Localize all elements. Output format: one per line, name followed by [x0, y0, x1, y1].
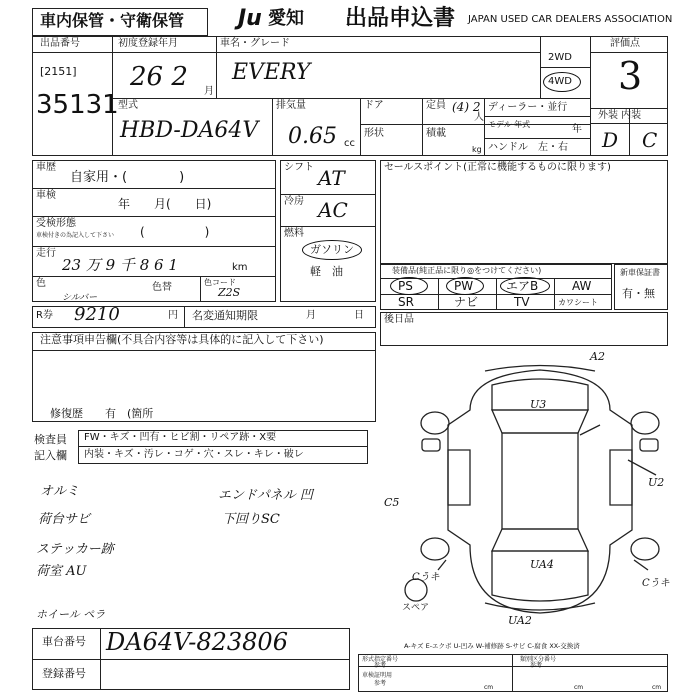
cert-ref-1: 参考	[374, 662, 387, 669]
divider	[112, 52, 540, 53]
cert-block	[358, 654, 668, 692]
capacity-unit: 人	[474, 112, 484, 123]
storage-label: 車内保管・守衛保管	[40, 11, 185, 30]
divider	[590, 123, 668, 124]
warranty-value: 有・無	[622, 287, 655, 300]
equipment-label: 装備品(純正品に限り◎をつけてください)	[392, 266, 542, 275]
diagram-ua2: UA2	[508, 614, 532, 627]
capacity-value: (4) 2	[452, 100, 481, 114]
divider	[200, 276, 201, 302]
warranty-label: 新車保証書	[620, 268, 660, 277]
equip-ps: PS	[398, 279, 413, 293]
car-diagram	[400, 355, 680, 625]
colorcode-label: 色コード	[204, 278, 236, 287]
divider	[280, 194, 376, 195]
displacement-label: 排気量	[276, 100, 306, 111]
note-line3-left: ステッカー跡	[36, 542, 114, 557]
divider	[78, 446, 368, 447]
divider	[484, 98, 485, 156]
cert-cm-1: cm	[484, 684, 494, 691]
cert-cm-3: cm	[652, 684, 662, 691]
drive-4wd: 4WD	[548, 76, 572, 87]
drive-4wd-circle	[543, 72, 581, 92]
divider	[32, 216, 276, 217]
grade-label: 評価点	[610, 38, 640, 49]
cert-class-label: 類別区分番号	[520, 656, 557, 663]
fuel-diesel: 軽 油	[310, 265, 343, 278]
shaken-value: 年 月( 日)	[118, 197, 212, 211]
registration-label: 初度登録年月	[118, 38, 178, 49]
divider	[100, 628, 101, 690]
dealer-label: ディーラー・並行	[488, 102, 568, 113]
shaken-label: 車検	[36, 190, 56, 201]
lot-number: 35131	[36, 90, 119, 120]
colorcode-value: Z2S	[218, 286, 241, 299]
note-line2-right: 下回りSC	[222, 512, 280, 527]
grade-value: 3	[618, 54, 643, 98]
shift-label: シフト	[284, 162, 314, 173]
divider	[496, 278, 497, 310]
fuel-gas: ガソリン	[310, 243, 354, 256]
registration-unit: 月	[204, 86, 214, 97]
divider	[112, 98, 590, 99]
model-year-label: モデル 年式	[488, 120, 531, 129]
displacement-unit: cc	[344, 138, 355, 149]
type-label: 型式	[118, 100, 138, 111]
year-unit: 年	[572, 124, 582, 135]
notice-label: 名変通知期限	[192, 309, 258, 322]
grade-exterior: D	[602, 128, 619, 152]
jushin-note: 車検付きの為記入して下さい	[36, 232, 115, 239]
sales-point-block	[380, 160, 668, 264]
recycle-value: 9210	[74, 304, 120, 325]
divider	[32, 350, 376, 351]
notice-day: 日	[354, 310, 364, 321]
repair-label: 修復歴 有 (箇所	[50, 407, 154, 420]
divider	[32, 276, 276, 277]
model-value: EVERY	[232, 60, 311, 85]
divider	[554, 278, 555, 310]
notice-month: 月	[306, 310, 316, 321]
cert-size-label: 車検証明用	[362, 672, 393, 679]
note-line2-left: 荷台サビ	[38, 512, 91, 527]
fuel-gas-circle	[302, 240, 362, 260]
divider	[184, 306, 185, 328]
after-label: 後日品	[384, 314, 414, 325]
notes-label: 注意事項申告欄(不具合内容等は具体的に記入して下さい)	[40, 333, 324, 346]
divider	[590, 52, 668, 53]
diagram-u2: U2	[648, 476, 665, 489]
cert-cm-2: cm	[574, 684, 584, 691]
divider	[540, 67, 590, 68]
door-label: ドア	[364, 100, 384, 111]
divider	[484, 116, 590, 117]
mileage-unit: km	[232, 262, 248, 273]
history-label: 車歴	[36, 162, 56, 173]
capacity-label: 定員	[426, 100, 446, 111]
diagram-legend: A-キズ E-エクボ U-凹み W-補修跡 S-サビ C-腐食 XX-交換済	[404, 642, 580, 650]
divider	[32, 188, 276, 189]
equip-sr: SR	[398, 295, 414, 309]
reg-label: 登録番号	[42, 667, 86, 680]
note-line1-left: オルミ	[40, 484, 80, 499]
lot-code: [2151]	[40, 65, 77, 78]
equip-pw: PW	[454, 279, 474, 293]
cert-ref-2: 参考	[530, 662, 543, 669]
note-line4-left: 荷室 AU	[36, 564, 87, 579]
equip-aw: AW	[572, 279, 592, 293]
load-unit: kg	[472, 145, 482, 154]
mileage-value: 23 万 9 千 8 6 1	[62, 256, 178, 274]
displacement-value: 0.65	[288, 124, 337, 149]
divider	[32, 659, 350, 660]
mileage-label: 走行	[36, 248, 56, 259]
equip-ps-circle	[390, 277, 428, 295]
diagram-ua4: UA4	[530, 558, 554, 571]
grade-interior: C	[642, 128, 658, 152]
diagram-c5: C5	[384, 496, 400, 509]
cert-shape-label: 形式指定番号	[362, 656, 399, 663]
handle-label: ハンドル 左・右	[488, 142, 568, 153]
shift-value: AT	[318, 166, 345, 190]
diagram-u3: U3	[530, 398, 547, 411]
diagram-a2: A2	[590, 350, 605, 363]
divider	[280, 226, 376, 227]
registration-value: 26 2	[130, 62, 188, 92]
note-line1-right: エンドパネル 凹	[218, 488, 313, 503]
diagram-c-right: Cうキ	[642, 578, 670, 589]
recycle-label: R券	[36, 310, 53, 321]
equip-kawaseat: カワシート	[558, 298, 598, 307]
equip-navi: ナビ	[454, 295, 479, 309]
type-value: HBD-DA64V	[120, 118, 259, 143]
equip-pw-circle	[446, 277, 484, 295]
divider	[512, 654, 513, 692]
divider	[358, 666, 668, 667]
divider	[32, 246, 276, 247]
sales-point-label: セールスポイント(正常に機能するものに限ります)	[384, 162, 611, 173]
fuel-label: 燃料	[284, 228, 304, 239]
inspector-label: 検査員 記入欄	[34, 433, 67, 462]
inspector-row2: 内装・キズ・汚レ・コゲ・穴・スレ・キレ・破レ	[84, 449, 304, 460]
divider	[272, 98, 273, 156]
equip-airbag: エアB	[506, 279, 539, 293]
divider	[590, 36, 591, 156]
divider	[32, 52, 112, 53]
chassis-label: 車台番号	[42, 635, 86, 648]
inspector-row1: FW・キズ・凹有・ヒビ割・リペア跡・X要	[84, 432, 277, 443]
divider	[484, 138, 590, 139]
divider	[360, 98, 361, 156]
divider	[438, 278, 439, 310]
jushin-value: ( )	[140, 225, 210, 239]
ac-value: AC	[318, 198, 348, 222]
colorchange-label: 色替	[152, 282, 172, 293]
note-line5-left: ホイール ペラ	[36, 608, 106, 621]
diagram-spare: スペア	[402, 603, 430, 613]
equip-airbag-circle	[500, 277, 550, 295]
divider	[422, 98, 423, 156]
recycle-unit: 円	[168, 310, 178, 321]
ext-int-label: 外装 内装	[598, 110, 642, 121]
history-value: 自家用・( )	[70, 170, 185, 185]
ac-label: 冷房	[284, 196, 304, 207]
color-value: シルバー	[62, 293, 98, 303]
diagram-c-left: Cうキ	[412, 572, 440, 583]
jushin-label: 受検形態	[36, 218, 76, 229]
color-label: 色	[36, 278, 46, 289]
lot-label: 出品番号	[40, 38, 80, 49]
drive-2wd: 2WD	[548, 52, 572, 63]
equip-tv: TV	[514, 295, 530, 309]
shape-label: 形状	[364, 128, 384, 139]
association-name: JAPAN USED CAR DEALERS ASSOCIATION	[468, 14, 673, 25]
logo-name: 愛知	[268, 8, 304, 29]
logo-mark: Ju	[238, 6, 262, 31]
model-label: 車名・グレード	[220, 38, 290, 49]
load-label: 積載	[426, 128, 446, 139]
after-block	[380, 312, 668, 346]
divider	[629, 108, 630, 156]
cert-ref-3: 参考	[374, 680, 387, 687]
form-title: 出品申込書	[345, 6, 456, 31]
divider	[360, 124, 590, 125]
chassis-value: DA64V-823806	[106, 628, 288, 656]
divider	[216, 36, 217, 98]
